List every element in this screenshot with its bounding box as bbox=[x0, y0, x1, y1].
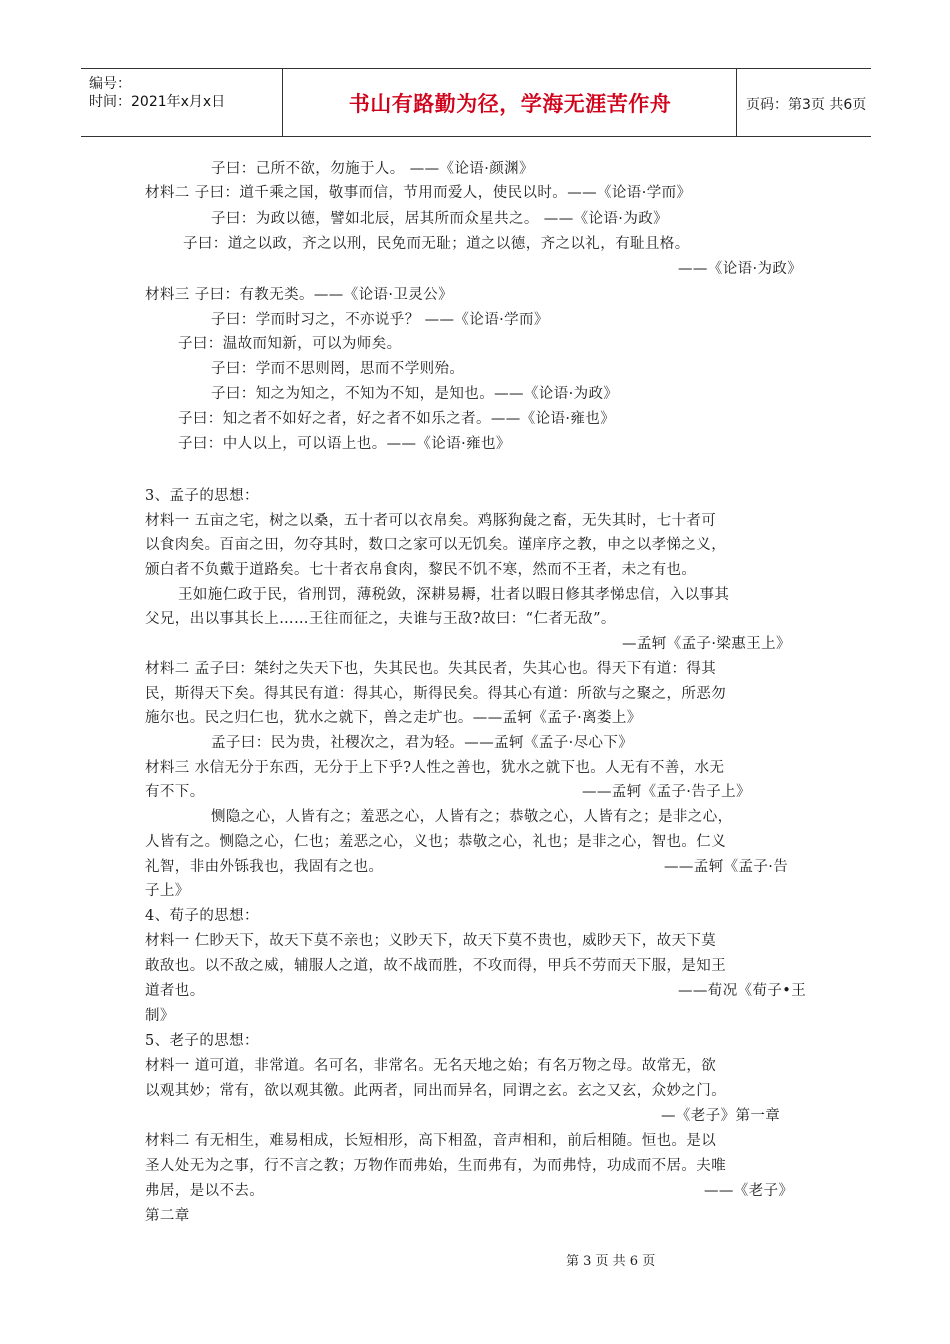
text-line: 子曰：己所不欲，勿施于人。 ——《论语·颜渊》 bbox=[211, 161, 534, 177]
text-line: 材料一 五亩之宅，树之以桑，五十者可以衣帛矣。鸡豚狗彘之畜，无失其时，七十者可 bbox=[145, 513, 717, 529]
page-header bbox=[81, 68, 871, 137]
text-line: ——《论语·为政》 bbox=[678, 261, 803, 277]
text-line: 恻隐之心，人皆有之；羞恶之心，人皆有之；恭敬之心，人皆有之；是非之心， bbox=[211, 809, 733, 825]
text-line: 第二章 bbox=[145, 1208, 190, 1224]
text-line: —孟轲《孟子·梁惠王上》 bbox=[622, 636, 791, 652]
text-line: 制》 bbox=[145, 1008, 175, 1024]
section-heading: 4、荀子的思想： bbox=[145, 908, 259, 924]
text-line: 孟子曰：民为贵，社稷次之，君为轻。——孟轲《孟子·尽心下》 bbox=[211, 735, 634, 751]
text-line: 材料三 子曰：有教无类。——《论语·卫灵公》 bbox=[145, 287, 454, 303]
text-line: ——孟轲《孟子·告 bbox=[664, 859, 789, 875]
text-line: 礼智，非由外铄我也，我固有之也。 bbox=[145, 859, 384, 875]
text-line: 施尔也。民之归仁也，犹水之就下，兽之走圹也。——孟轲《孟子·离娄上》 bbox=[145, 710, 642, 726]
text-line: 弗居，是以不去。 bbox=[145, 1183, 265, 1199]
text-line: 子曰：学而时习之，不亦说乎？ ——《论语·学而》 bbox=[211, 312, 549, 328]
text-line: 敢敌也。以不敌之威，辅服人之道，故不战而胜，不攻而得，甲兵不劳而天下服，是知王 bbox=[145, 958, 727, 974]
motto: 书山有路勤为径，学海无涯苦作舟 bbox=[348, 92, 672, 116]
text-line: 王如施仁政于民，省刑罚，薄税敛，深耕易耨，壮者以暇日修其孝悌忠信，入以事其 bbox=[178, 587, 730, 603]
text-line: 人皆有之。恻隐之心，仁也；羞恶之心，义也；恭敬之心，礼也；是非之心，智也。仁义 bbox=[145, 834, 727, 850]
text-line: 子曰：知之为知之，不知为不知，是知也。——《论语·为政》 bbox=[211, 386, 619, 402]
text-line: 材料三 水信无分于东西，无分于上下乎?人性之善也，犹水之就下也。人无有不善，水无 bbox=[145, 760, 725, 776]
text-line: 民，斯得天下矣。得其民有道：得其心，斯得民矣。得其心有道：所欲与之聚之，所恶勿 bbox=[145, 686, 727, 702]
text-line: ——荀况《荀子•王 bbox=[678, 983, 807, 999]
text-line: 材料二 孟子曰：桀纣之失天下也，失其民也。失其民者，失其心也。得天下有道：得其 bbox=[145, 661, 717, 677]
text-line: 以食肉矣。百亩之田，勿夺其时，数口之家可以无饥矣。谨庠序之教，申之以孝悌之义， bbox=[145, 537, 727, 553]
text-line: 颁白者不负戴于道路矣。七十者衣帛食肉，黎民不饥不寒，然而不王者，未之有也。 bbox=[145, 562, 697, 578]
text-line: ——《老子》 bbox=[704, 1183, 794, 1199]
text-line: 材料二 子曰：道千乘之国，敬事而信，节用而爱人，使民以时。——《论语·学而》 bbox=[145, 185, 692, 201]
text-line: 子曰：学而不思则罔，思而不学则殆。 bbox=[211, 361, 465, 377]
text-line: 子曰：知之者不如好之者，好之者不如乐之者。——《论语·雍也》 bbox=[178, 411, 616, 427]
section-heading: 3、孟子的思想： bbox=[145, 488, 259, 504]
number-label: 编号： bbox=[89, 76, 131, 92]
text-line: 子曰：中人以上，可以语上也。——《论语·雍也》 bbox=[178, 436, 511, 452]
header-info-cell bbox=[81, 69, 283, 136]
text-line: 材料二 有无相生，难易相成，长短相形，高下相盈，音声相和，前后相随。恒也。是以 bbox=[145, 1133, 717, 1149]
text-line: 父兄，出以事其长上……王往而征之，夫谁与王敌?故曰：“仁者无敌”。 bbox=[145, 611, 616, 627]
text-line: 圣人处无为之事，行不言之教；万物作而弗始，生而弗有，为而弗恃，功成而不居。夫唯 bbox=[145, 1158, 727, 1174]
text-line: 子曰：为政以德，譬如北辰，居其所而众星共之。 ——《论语·为政》 bbox=[211, 211, 669, 227]
text-line: 材料一 仁眇天下，故天下莫不亲也；义眇天下，故天下莫不贵也，威眇天下，故天下莫 bbox=[145, 933, 717, 949]
page-footer: 第 3 页 共 6 页 bbox=[566, 1254, 656, 1269]
date-label: 时间：2021年x月x日 bbox=[89, 94, 226, 110]
text-line: —《老子》第一章 bbox=[661, 1108, 781, 1124]
text-line: 子上》 bbox=[145, 883, 190, 899]
page-number-label: 页码：第3页 共6页 bbox=[746, 97, 867, 113]
text-line: 有不下。 bbox=[145, 784, 205, 800]
text-line: 道者也。 bbox=[145, 983, 205, 999]
text-line: 子曰：道之以政，齐之以刑，民免而无耻；道之以德，齐之以礼，有耻且格。 bbox=[183, 236, 690, 252]
text-line: ——孟轲《孟子·告子上》 bbox=[582, 784, 751, 800]
text-line: 材料一 道可道，非常道。名可名，非常名。无名天地之始；有名万物之母。故常无，欲 bbox=[145, 1058, 717, 1074]
header-page-cell bbox=[738, 69, 871, 136]
text-line: 子曰：温故而知新，可以为师矣。 bbox=[178, 336, 402, 352]
section-heading: 5、老子的思想： bbox=[145, 1033, 259, 1049]
header-motto-cell bbox=[284, 69, 737, 136]
text-line: 以观其妙；常有，欲以观其徼。此两者，同出而异名，同谓之玄。玄之又玄，众妙之门。 bbox=[145, 1083, 727, 1099]
